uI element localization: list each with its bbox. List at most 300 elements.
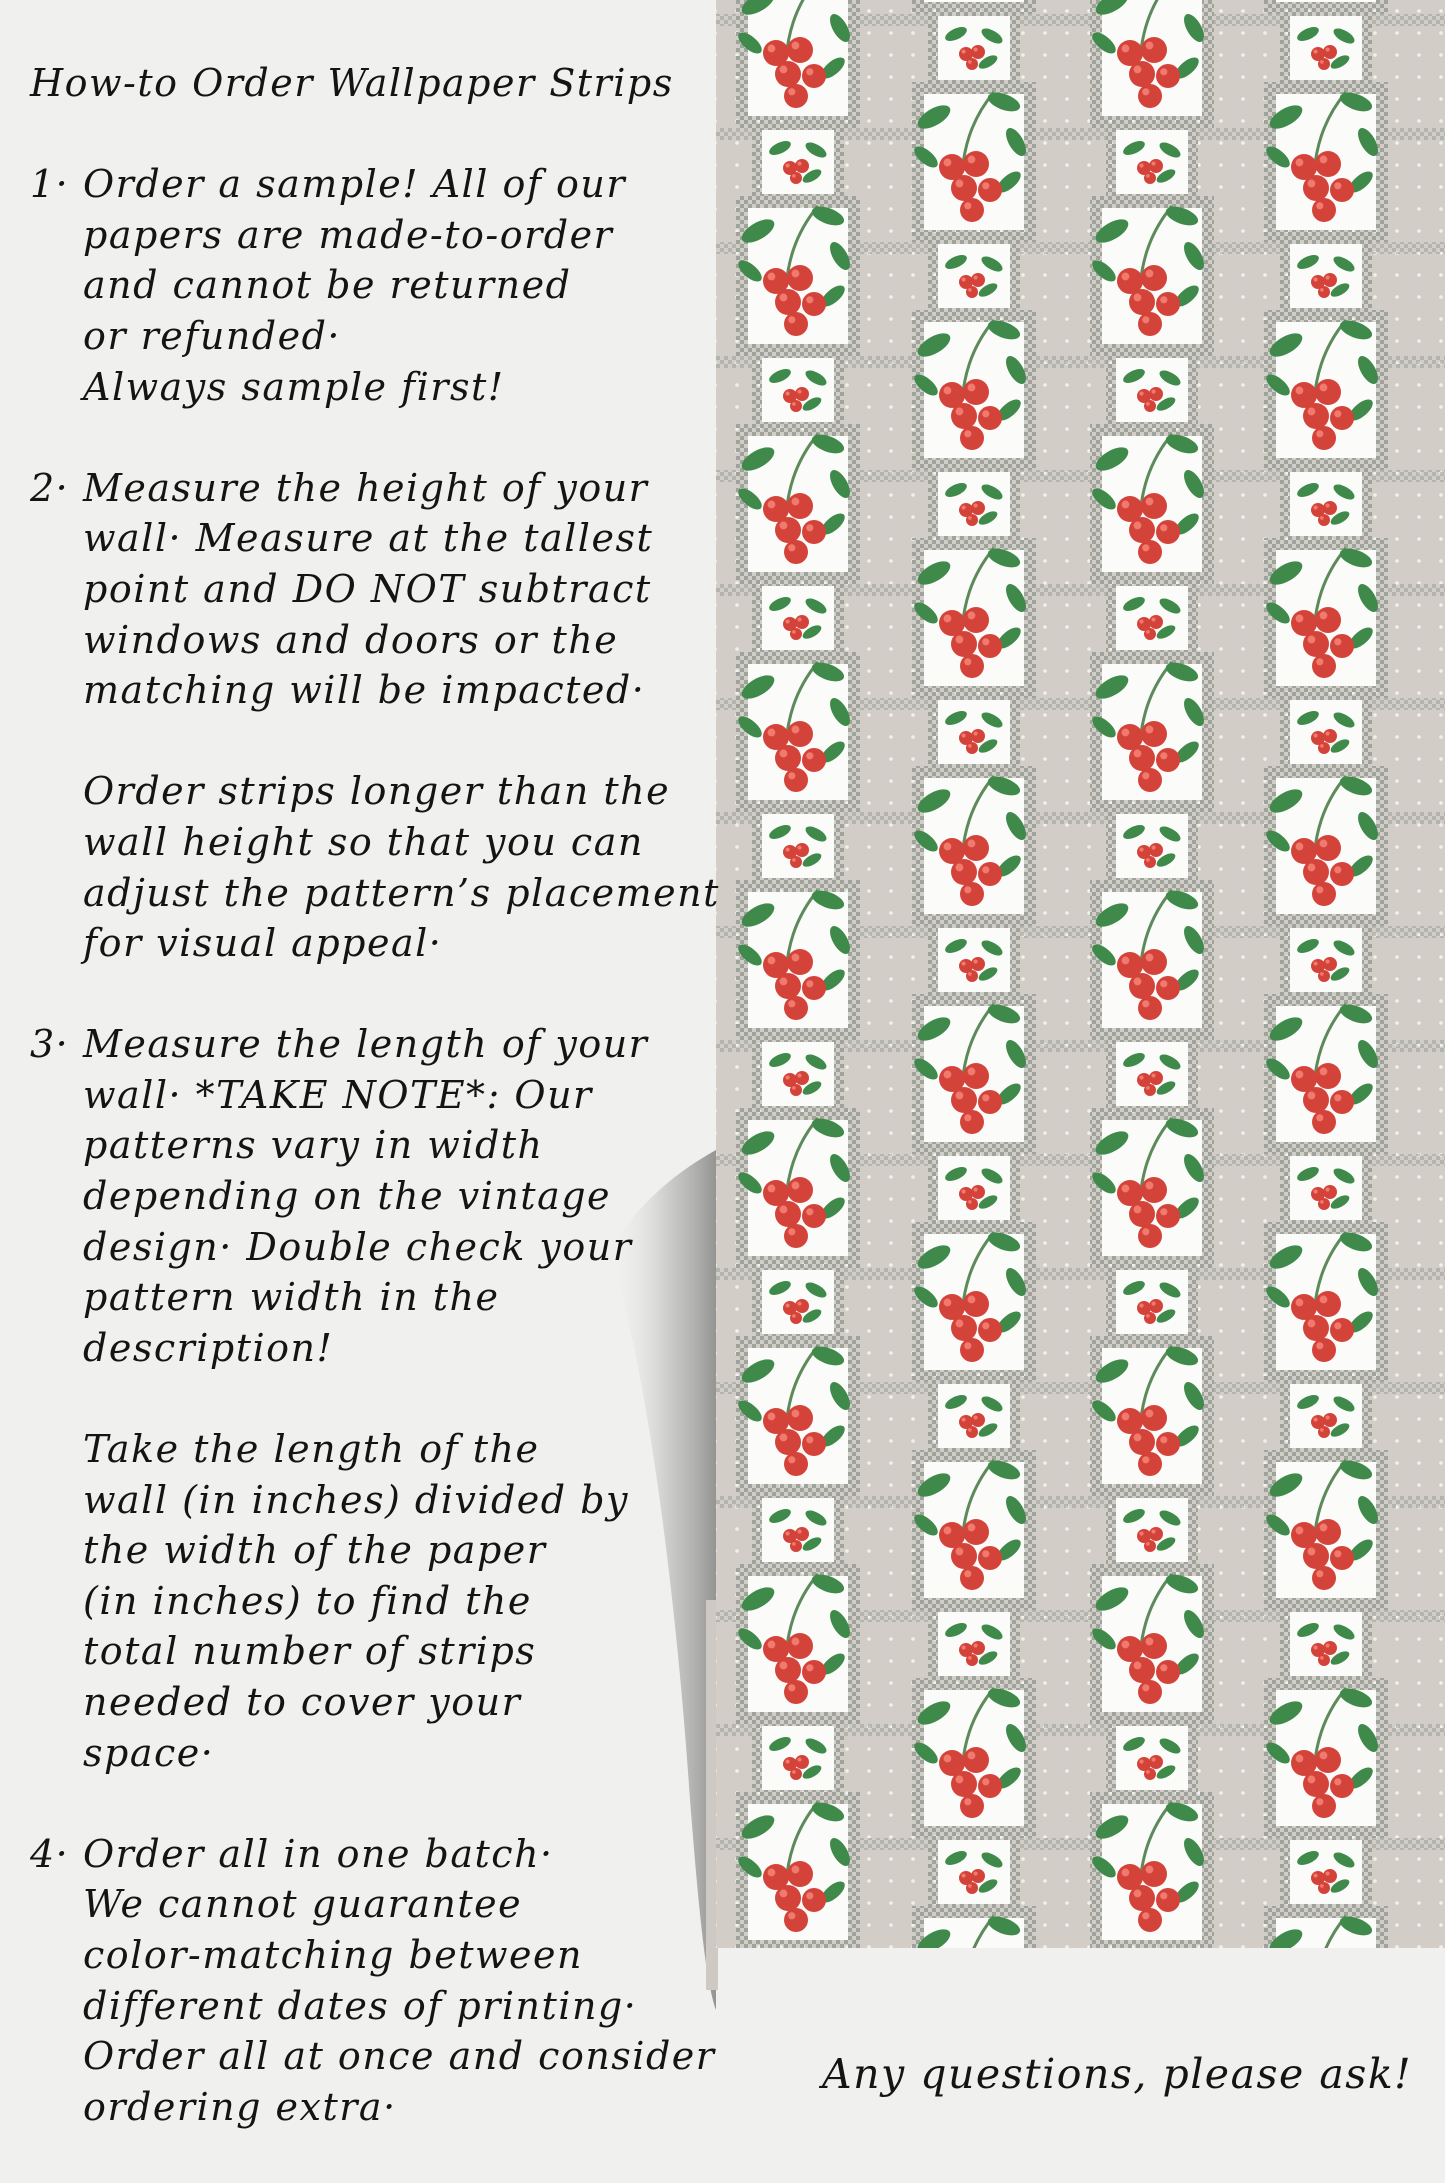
berry — [978, 2002, 1002, 2026]
berry — [960, 2022, 984, 2046]
berry-highlight — [1313, 1873, 1317, 1877]
berry-highlight — [1146, 726, 1154, 734]
text-line: needed to cover your — [83, 1680, 522, 1724]
text-line: point and DO NOT subtract — [83, 566, 652, 611]
small-berry-tile — [928, 462, 1020, 546]
berry — [1149, 159, 1163, 173]
berry-highlight — [1139, 847, 1143, 851]
berry — [1318, 58, 1330, 70]
berry — [1156, 748, 1180, 772]
berry — [1303, 859, 1329, 885]
berry-highlight — [1320, 1884, 1324, 1888]
berry — [1330, 634, 1354, 658]
small-berry-tile — [1106, 1716, 1198, 1800]
leaf — [1002, 1949, 1030, 1983]
berry — [1303, 631, 1329, 657]
berry-highlight — [1139, 1303, 1143, 1307]
berry-highlight — [1313, 505, 1317, 509]
berry — [802, 520, 826, 544]
berry — [790, 400, 802, 412]
berry-highlight — [806, 1892, 813, 1899]
step-number: 2· — [30, 465, 70, 510]
berry-highlight — [1316, 202, 1323, 209]
large-berry-tile — [735, 0, 860, 128]
text-line: matching will be impacted· — [83, 668, 646, 713]
berry-highlight — [1308, 180, 1316, 188]
berry-highlight — [1334, 1550, 1341, 1557]
berry-highlight — [780, 522, 788, 530]
berry-highlight — [956, 408, 964, 416]
berry — [1330, 1090, 1354, 1114]
large-berry-tile — [911, 766, 1036, 926]
berry-highlight — [1325, 47, 1329, 51]
berry — [1312, 1566, 1336, 1590]
berry-highlight — [968, 612, 976, 620]
berry — [1323, 1641, 1337, 1655]
berry — [966, 58, 978, 70]
berry-highlight — [785, 1759, 789, 1763]
berry — [784, 1680, 808, 1704]
berry-highlight — [806, 524, 813, 531]
berry-highlight — [982, 1094, 989, 1101]
berry — [978, 1774, 1002, 1798]
berry-highlight — [797, 845, 801, 849]
berry — [1144, 172, 1156, 184]
small-berry-tile — [752, 804, 844, 888]
berry-highlight — [964, 886, 971, 893]
berry-highlight — [964, 430, 971, 437]
berry — [960, 198, 984, 222]
berry — [1315, 607, 1341, 633]
berry — [1156, 1888, 1180, 1912]
berry-highlight — [792, 1542, 796, 1546]
large-berry-tile — [735, 880, 860, 1040]
step-paragraph — [83, 1019, 720, 1373]
berry — [1330, 406, 1354, 430]
berry-highlight — [964, 1570, 971, 1577]
small-berry-tile — [752, 1032, 844, 1116]
berry-highlight — [1334, 1094, 1341, 1101]
berry-highlight — [1296, 1983, 1304, 1991]
berry — [1144, 856, 1156, 868]
small-berry-tile — [752, 1488, 844, 1572]
berry — [795, 387, 809, 401]
berry-highlight — [1308, 1776, 1316, 1784]
berry-highlight — [973, 959, 977, 963]
leaf — [1263, 1967, 1293, 1995]
berry — [1129, 517, 1155, 543]
berry — [971, 45, 985, 59]
small-berry-tile — [752, 348, 844, 432]
berry — [1303, 1543, 1329, 1569]
berry — [1315, 1063, 1341, 1089]
berry — [1312, 1110, 1336, 1134]
berry — [1138, 84, 1162, 108]
berry-highlight — [1146, 1998, 1150, 2002]
berry-highlight — [1296, 159, 1304, 167]
berry — [960, 426, 984, 450]
berry — [1312, 654, 1336, 678]
berry — [1149, 1527, 1163, 1541]
berry-highlight — [785, 391, 789, 395]
text-line: wall (in inches) divided by — [83, 1477, 629, 1522]
berry-highlight — [968, 1884, 972, 1888]
leaf — [911, 1967, 941, 1995]
berry-highlight — [1296, 615, 1304, 623]
berry — [963, 1747, 989, 1773]
berry-highlight — [956, 636, 964, 644]
berry — [971, 1641, 985, 1655]
berry — [1137, 1985, 1151, 1999]
berry-highlight — [1320, 516, 1324, 520]
berry — [775, 1885, 801, 1911]
berry — [1315, 1747, 1341, 1773]
berry — [1303, 1771, 1329, 1797]
closing-note: Any questions, please ask! — [822, 2050, 1413, 2098]
berry — [795, 1755, 809, 1769]
leaf — [1121, 1962, 1147, 1982]
berry — [1318, 970, 1330, 982]
berry-highlight — [1122, 1641, 1130, 1649]
berry-highlight — [797, 1301, 801, 1305]
small-berry-tile — [752, 120, 844, 204]
large-berry-tile — [1089, 196, 1214, 356]
berry — [1129, 1657, 1155, 1683]
berry-highlight — [968, 1428, 972, 1432]
berry-highlight — [1139, 391, 1143, 395]
small-berry-tile — [1280, 234, 1372, 318]
berry-highlight — [1316, 1570, 1323, 1577]
berry — [1330, 1318, 1354, 1342]
berry-highlight — [1313, 1417, 1317, 1421]
berry-highlight — [944, 387, 952, 395]
berry-highlight — [792, 174, 796, 178]
berry-highlight — [1334, 638, 1341, 645]
berry — [1323, 729, 1337, 743]
berry — [784, 84, 808, 108]
text-line: Measure the length of your — [83, 1022, 649, 1067]
berry-highlight — [1160, 296, 1167, 303]
berry-highlight — [806, 980, 813, 987]
berry — [1129, 973, 1155, 999]
berry-highlight — [806, 1664, 813, 1671]
large-berry-tile — [911, 1678, 1036, 1838]
berry — [775, 517, 801, 543]
berry-highlight — [1151, 845, 1155, 849]
berry-highlight — [792, 498, 800, 506]
berry — [787, 37, 813, 63]
berry-highlight — [1134, 1890, 1142, 1898]
berry-highlight — [973, 1871, 977, 1875]
berry-highlight — [1146, 42, 1154, 50]
berry-highlight — [1296, 1071, 1304, 1079]
berry-highlight — [1160, 1436, 1167, 1443]
berry — [951, 859, 977, 885]
berry-highlight — [1122, 45, 1130, 53]
berry-highlight — [1308, 1548, 1316, 1556]
berry-highlight — [1316, 886, 1323, 893]
berry — [1149, 1299, 1163, 1313]
berry-highlight — [788, 1228, 795, 1235]
berry-highlight — [1316, 1798, 1323, 1805]
berry-highlight — [1296, 1755, 1304, 1763]
berry — [1315, 835, 1341, 861]
berry-highlight — [780, 1662, 788, 1670]
small-berry-tile — [1106, 1944, 1198, 2028]
berry-highlight — [956, 2004, 964, 2012]
instructions-panel — [30, 58, 720, 2183]
berry-highlight — [1151, 1985, 1155, 1989]
text-line: wall· *TAKE NOTE*: Our — [83, 1072, 593, 1117]
berry-highlight — [1146, 1770, 1150, 1774]
berry-highlight — [964, 2026, 971, 2033]
text-line: or refunded· — [83, 313, 342, 358]
berry — [787, 265, 813, 291]
berry-highlight — [982, 1778, 989, 1785]
berry — [787, 493, 813, 519]
berry — [951, 1087, 977, 1113]
berry-highlight — [1122, 957, 1130, 965]
berry — [1149, 1755, 1163, 1769]
berry-highlight — [1146, 270, 1154, 278]
large-berry-tile — [911, 538, 1036, 698]
berry — [790, 1768, 802, 1780]
berry — [790, 1996, 802, 2008]
berry-highlight — [792, 1086, 796, 1090]
berry-highlight — [1308, 2004, 1316, 2012]
berry — [1149, 1071, 1163, 1085]
large-berry-tile — [911, 994, 1036, 1154]
berry-highlight — [1325, 731, 1329, 735]
berry-highlight — [1151, 161, 1155, 165]
berry-highlight — [956, 1092, 964, 1100]
berry-highlight — [956, 864, 964, 872]
berry-highlight — [1320, 972, 1324, 976]
berry-highlight — [1334, 2006, 1341, 2013]
berry-highlight — [1134, 522, 1142, 530]
large-berry-tile — [1089, 652, 1214, 812]
berry-highlight — [1142, 1684, 1149, 1691]
berry — [1330, 178, 1354, 202]
berry-highlight — [1139, 1531, 1143, 1535]
berry — [1141, 1177, 1167, 1203]
small-berry-tile — [928, 1830, 1020, 1914]
berry-highlight — [1139, 619, 1143, 623]
berry — [802, 976, 826, 1000]
berry — [951, 1543, 977, 1569]
berry-highlight — [1320, 1656, 1324, 1660]
berry-highlight — [1151, 1757, 1155, 1761]
berry — [1129, 61, 1155, 87]
berry-highlight — [1160, 68, 1167, 75]
text-line: Always sample first! — [83, 364, 505, 409]
berry-highlight — [1142, 88, 1149, 95]
berry-highlight — [961, 49, 965, 53]
berry-highlight — [961, 277, 965, 281]
berry-highlight — [788, 772, 795, 779]
berry — [971, 1185, 985, 1199]
berry-highlight — [973, 1187, 977, 1191]
berry-highlight — [944, 1071, 952, 1079]
tile — [924, 0, 1024, 2]
berry — [1318, 1882, 1330, 1894]
large-berry-tile — [735, 1792, 860, 1952]
large-berry-tile — [1263, 538, 1388, 698]
berry — [1318, 1654, 1330, 1666]
berry — [1303, 175, 1329, 201]
berry-highlight — [1122, 1185, 1130, 1193]
berry — [1323, 957, 1337, 971]
text-line: different dates of printing· — [83, 1983, 638, 2028]
berry-highlight — [1316, 1342, 1323, 1349]
berry — [960, 1794, 984, 1818]
berry-highlight — [792, 630, 796, 634]
berry-highlight — [968, 1980, 976, 1988]
berry-highlight — [785, 619, 789, 623]
berry — [960, 1338, 984, 1362]
berry-highlight — [797, 161, 801, 165]
berry — [1303, 1087, 1329, 1113]
text-line: pattern width in the — [83, 1275, 500, 1320]
berry-highlight — [1325, 1415, 1329, 1419]
berry — [1315, 151, 1341, 177]
berry-highlight — [1320, 1524, 1328, 1532]
berry-highlight — [785, 1075, 789, 1079]
berry — [1149, 615, 1163, 629]
large-berry-tile — [911, 310, 1036, 470]
small-berry-tile — [1106, 120, 1198, 204]
berry-highlight — [1122, 273, 1130, 281]
berry-highlight — [797, 1757, 801, 1761]
berry-highlight — [964, 1114, 971, 1121]
berry — [966, 1654, 978, 1666]
berry-highlight — [944, 1299, 952, 1307]
berry-highlight — [1139, 1759, 1143, 1763]
berry — [1318, 286, 1330, 298]
berry-highlight — [1146, 1086, 1150, 1090]
step-body — [83, 159, 720, 412]
large-berry-tile — [1263, 1906, 1388, 2066]
berry-highlight — [1122, 501, 1130, 509]
berry — [1156, 1204, 1180, 1228]
small-berry-tile — [752, 576, 844, 660]
small-berry-tile — [752, 1944, 844, 2028]
berry — [1323, 1185, 1337, 1199]
berry-highlight — [788, 316, 795, 323]
berry — [1312, 426, 1336, 450]
berry-highlight — [956, 1320, 964, 1328]
small-berry-tile — [928, 1374, 1020, 1458]
berry-highlight — [1139, 163, 1143, 167]
berry-highlight — [968, 384, 976, 392]
berry-highlight — [780, 1890, 788, 1898]
berry — [1303, 1999, 1329, 2025]
berry-highlight — [768, 1413, 776, 1421]
berry-highlight — [968, 972, 972, 976]
large-berry-tile — [911, 1450, 1036, 1610]
berry-highlight — [768, 1869, 776, 1877]
step-number: 4· — [30, 1831, 70, 1876]
berry-highlight — [1134, 1434, 1142, 1442]
step-1 — [30, 159, 720, 412]
berry — [966, 514, 978, 526]
text-line: adjust the pattern’s placement — [83, 870, 720, 915]
berry — [963, 151, 989, 177]
berry-highlight — [1320, 1428, 1324, 1432]
berry — [1330, 862, 1354, 886]
berry-highlight — [1151, 1073, 1155, 1077]
berry — [790, 1312, 802, 1324]
berry-highlight — [1296, 843, 1304, 851]
berry-highlight — [1146, 1410, 1154, 1418]
berry — [802, 64, 826, 88]
berry-highlight — [1134, 1662, 1142, 1670]
berry-highlight — [1142, 1000, 1149, 1007]
small-berry-tile — [1280, 1830, 1372, 1914]
small-berry-tile — [1280, 462, 1372, 546]
text-line: Order all at once and consider — [83, 2034, 716, 2079]
berry — [963, 607, 989, 633]
berry — [1138, 1908, 1162, 1932]
berry — [1129, 1429, 1155, 1455]
berry — [978, 1318, 1002, 1342]
berry — [978, 1546, 1002, 1570]
berry — [1138, 1680, 1162, 1704]
berry — [963, 1519, 989, 1545]
berry-highlight — [968, 516, 972, 520]
berry — [1129, 745, 1155, 771]
berry-highlight — [1134, 294, 1142, 302]
text-line: windows and doors or the — [83, 617, 619, 662]
berry — [963, 1063, 989, 1089]
berry-highlight — [792, 42, 800, 50]
berry-highlight — [1122, 1413, 1130, 1421]
berry — [963, 1975, 989, 2001]
berry — [951, 1315, 977, 1341]
berry — [802, 1432, 826, 1456]
leaf — [1346, 1992, 1376, 2020]
berry — [1315, 1291, 1341, 1317]
berry-highlight — [785, 847, 789, 851]
berry-highlight — [788, 1456, 795, 1463]
step-paragraph — [83, 159, 720, 412]
berry-highlight — [1160, 980, 1167, 987]
berry — [787, 1633, 813, 1659]
berry — [978, 1090, 1002, 1114]
text-line: (in inches) to find the — [83, 1578, 532, 1623]
berry-highlight — [1308, 1092, 1316, 1100]
berry-highlight — [780, 66, 788, 74]
berry-highlight — [1313, 277, 1317, 281]
berry-highlight — [1142, 1912, 1149, 1919]
small-berry-tile — [1280, 1146, 1372, 1230]
berry-highlight — [792, 1314, 796, 1318]
berry-highlight — [1325, 1643, 1329, 1647]
berry-highlight — [788, 88, 795, 95]
berry-highlight — [780, 978, 788, 986]
berry — [939, 1978, 965, 2004]
berry-highlight — [1142, 544, 1149, 551]
berry-highlight — [1334, 182, 1341, 189]
berry-highlight — [1160, 1664, 1167, 1671]
step-paragraph — [83, 1424, 720, 1778]
berry-highlight — [1334, 866, 1341, 873]
small-berry-tile — [1280, 918, 1372, 1002]
berry-highlight — [1146, 1866, 1154, 1874]
berry-highlight — [806, 1436, 813, 1443]
berry-highlight — [768, 1185, 776, 1193]
berry-highlight — [1146, 1314, 1150, 1318]
